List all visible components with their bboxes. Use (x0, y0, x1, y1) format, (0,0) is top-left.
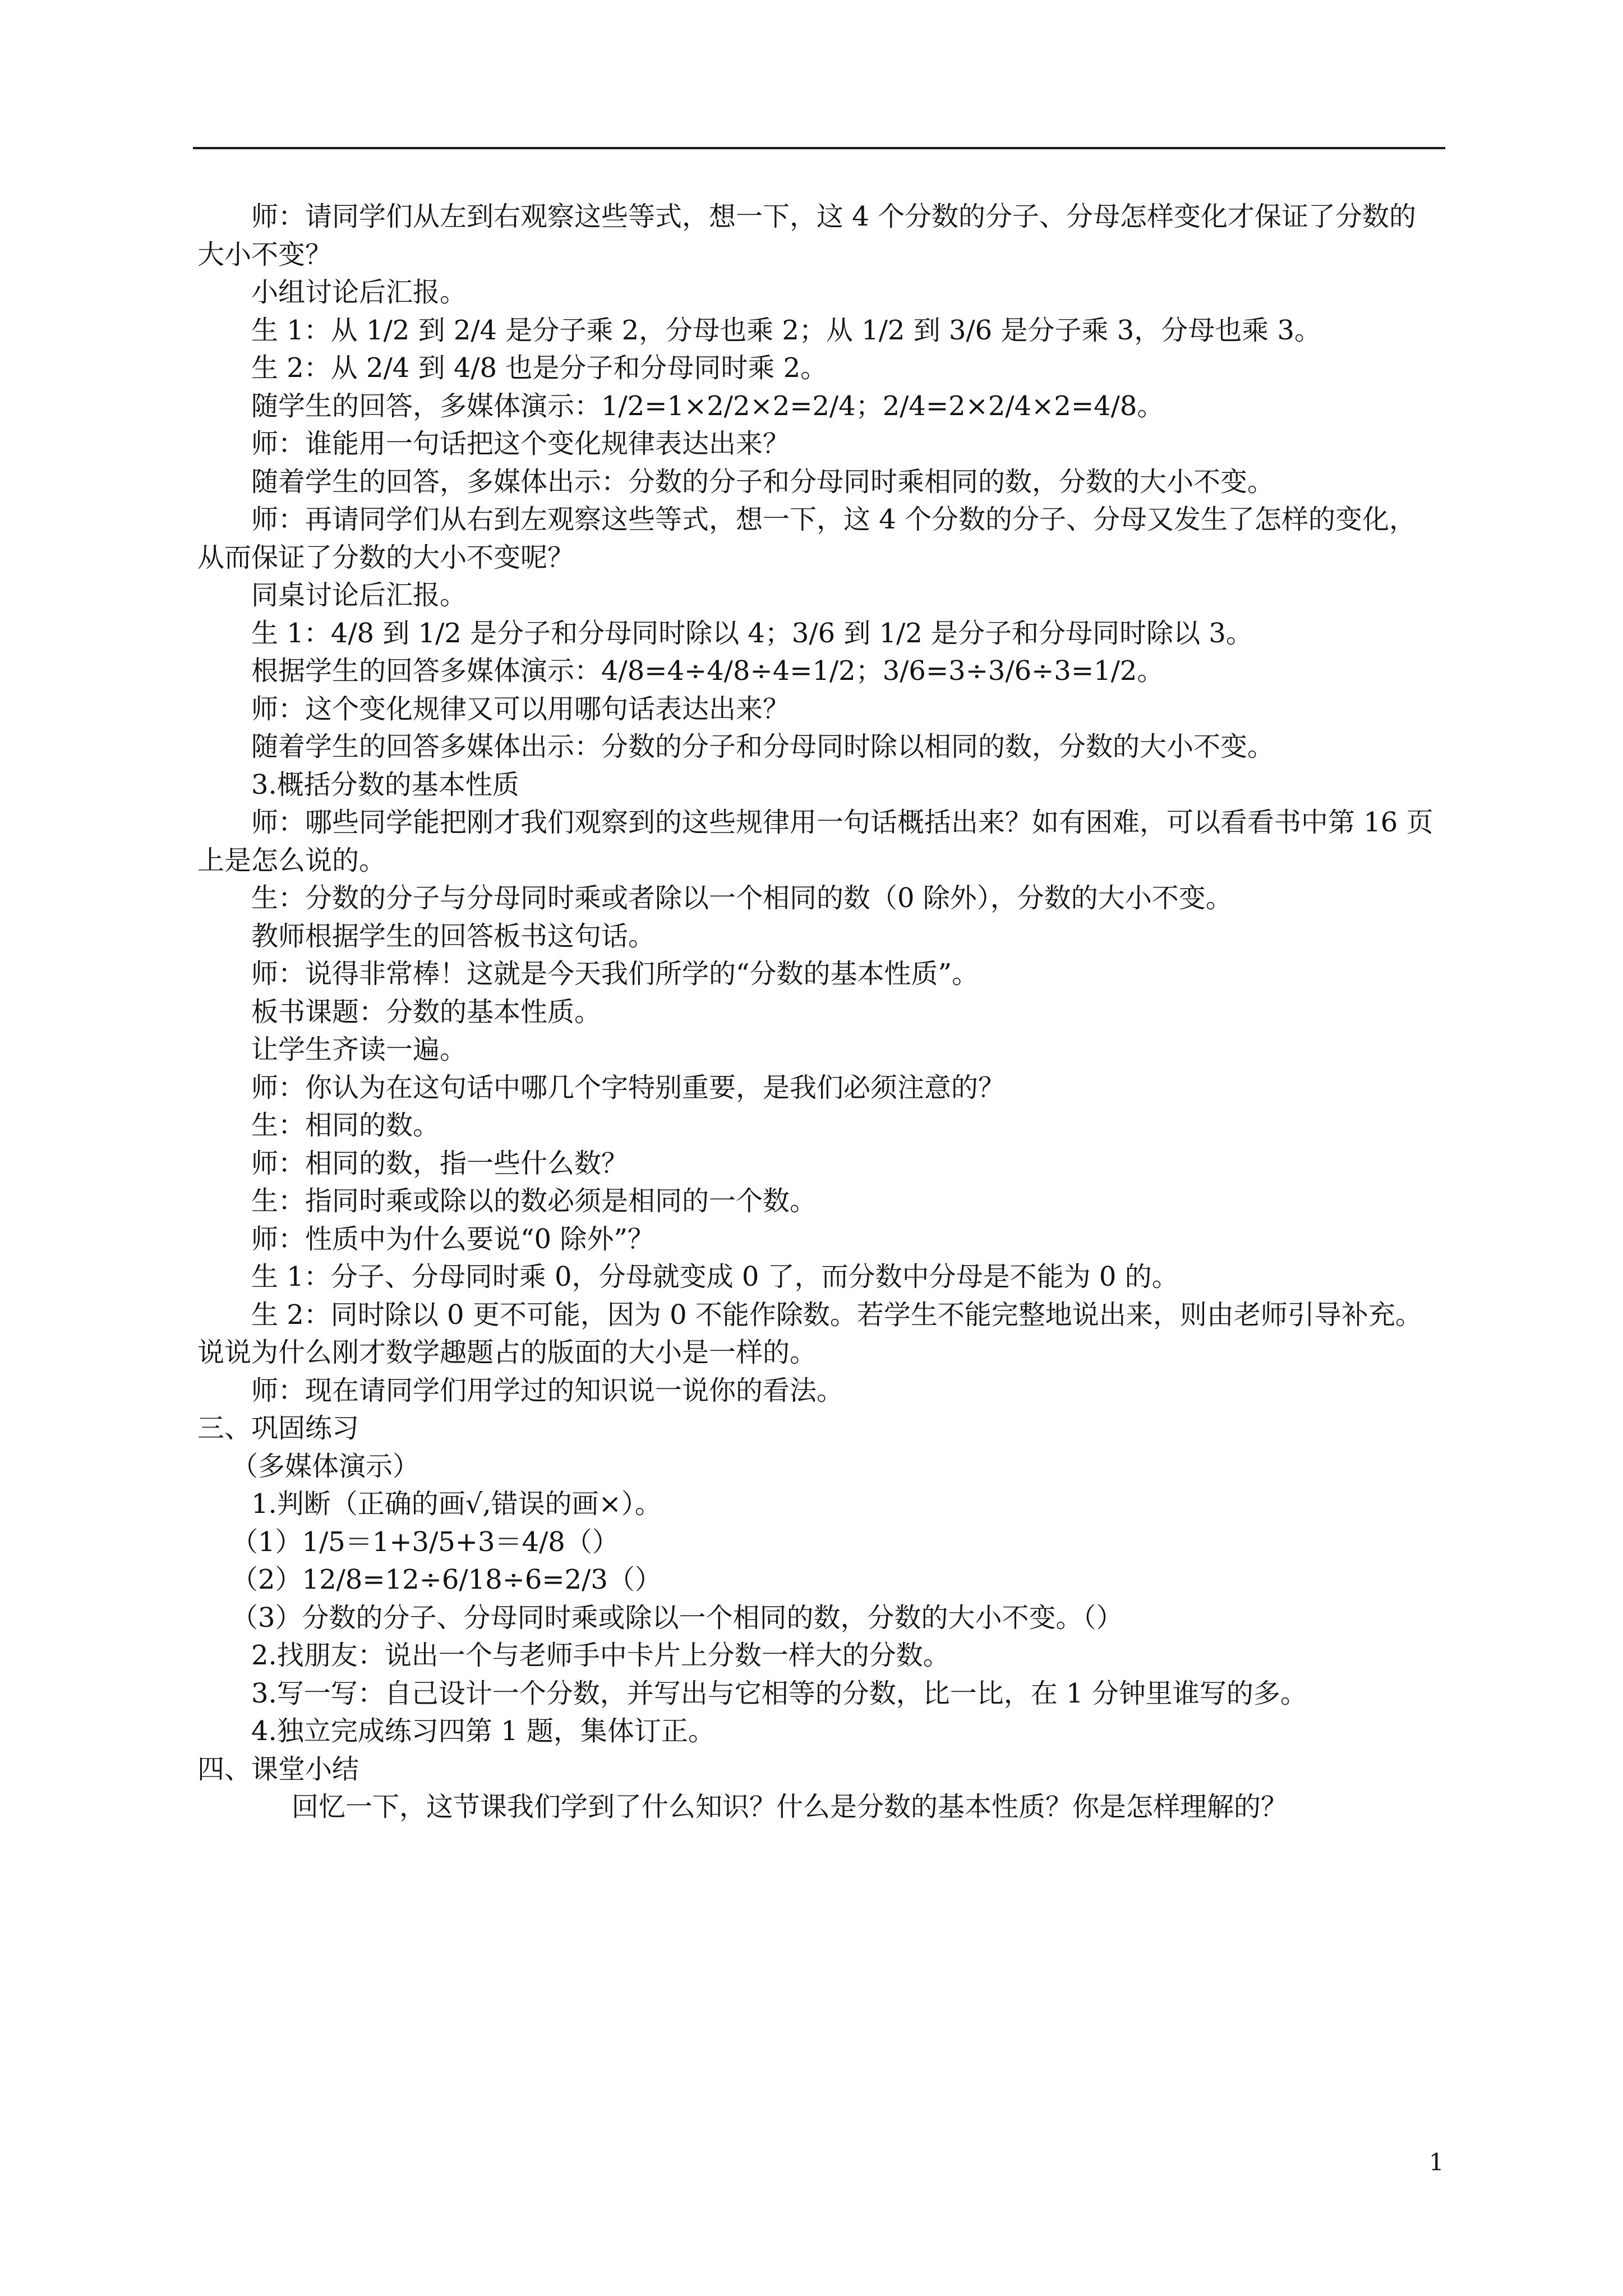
paragraph: 根据学生的回答多媒体演示：4/8=4÷4/8÷4=1/2；3/6=3÷3/6÷3=1/2。 (251, 655, 1164, 687)
paragraph: 四、课堂小结 (197, 1753, 359, 1785)
paragraph: 三、巩固练习 (197, 1412, 359, 1444)
paragraph: （1）1/5＝1+3/5+3＝4/8（） (231, 1526, 619, 1558)
paragraph: 师：说得非常棒！这就是今天我们所学的“分数的基本性质”。 (251, 958, 979, 990)
paragraph: 生 1：分子、分母同时乘 0，分母就变成 0 了，而分数中分母是不能为 0 的。 (251, 1261, 1179, 1292)
paragraph: 回忆一下，这节课我们学到了什么知识？什么是分数的基本性质？你是怎样理解的？ (292, 1791, 1288, 1823)
paragraph: （3）分数的分子、分母同时乘或除以一个相同的数，分数的大小不变。（） (231, 1602, 1123, 1634)
document-body (197, 198, 1442, 1826)
paragraph: 生 1：4/8 到 1/2 是分子和分母同时除以 4；3/6 到 1/2 是分子和分母同时除以 3。 (251, 617, 1253, 649)
paragraph: 同桌讨论后汇报。 (251, 579, 467, 611)
paragraph: 3.写一写：自己设计一个分数，并写出与它相等的分数，比一比，在 1 分钟里谁写的多。 (251, 1677, 1307, 1709)
paragraph: 让学生齐读一遍。 (251, 1034, 467, 1065)
paragraph: 生：相同的数。 (251, 1110, 440, 1141)
paragraph: 师：相同的数，指一些什么数？ (251, 1147, 629, 1179)
paragraph: 随着学生的回答多媒体出示：分数的分子和分母同时除以相同的数，分数的大小不变。 (251, 731, 1275, 762)
page-number: 1 (1429, 2148, 1444, 2176)
paragraph: 板书课题：分数的基本性质。 (251, 996, 602, 1028)
paragraph: 生 2：从 2/4 到 4/8 也是分子和分母同时乘 2。 (251, 352, 828, 384)
paragraph: 师：现在请同学们用学过的知识说一说你的看法。 (251, 1374, 844, 1406)
paragraph: 1.判断（正确的画√,错误的画×）。 (251, 1488, 662, 1520)
paragraph: 生 1：从 1/2 到 2/4 是分子乘 2，分母也乘 2；从 1/2 到 3/6 是分子乘 3，分母也乘 3。 (251, 314, 1322, 346)
paragraph: 4.独立完成练习四第 1 题，集体订正。 (251, 1715, 715, 1747)
paragraph: 随着学生的回答，多媒体出示：分数的分子和分母同时乘相同的数，分数的大小不变。 (251, 466, 1275, 498)
paragraph: 师：谁能用一句话把这个变化规律表达出来？ (251, 428, 790, 459)
paragraph: 师：哪些同学能把刚才我们观察到的这些规律用一句话概括出来？如有困难，可以看看书中第 16 页上是怎么说的。 (197, 807, 1433, 876)
paragraph: 2.找朋友：说出一个与老师手中卡片上分数一样大的分数。 (251, 1640, 950, 1671)
paragraph: 师：你认为在这句话中哪几个字特别重要，是我们必须注意的？ (251, 1071, 1006, 1103)
paragraph: （2）12/8=12÷6/18÷6=2/3（） (231, 1564, 662, 1595)
paragraph: 3.概括分数的基本性质 (251, 769, 519, 800)
paragraph: 生：分数的分子与分母同时乘或者除以一个相同的数（0 除外），分数的大小不变。 (251, 882, 1233, 914)
paragraph: （多媒体演示） (231, 1450, 420, 1482)
paragraph: 师：请同学们从左到右观察这些等式，想一下，这 4 个分数的分子、分母怎样变化才保证了分数的大小不变？ (197, 201, 1417, 270)
paragraph: 师：性质中为什么要说“0 除外”？ (251, 1223, 654, 1255)
paragraph: 随学生的回答，多媒体演示：1/2=1×2/2×2=2/4；2/4=2×2/4×2=4/8。 (251, 390, 1164, 422)
header-rule (193, 147, 1445, 149)
paragraph: 教师根据学生的回答板书这句话。 (251, 920, 656, 952)
paragraph: 师：这个变化规律又可以用哪句话表达出来？ (251, 693, 790, 725)
paragraph: 小组讨论后汇报。 (251, 277, 467, 308)
paragraph: 生：指同时乘或除以的数必须是相同的一个数。 (251, 1185, 817, 1217)
paragraph: 师：再请同学们从右到左观察这些等式，想一下，这 4 个分数的分子、分母又发生了怎样的变化，从而保证了分数的大小不变呢？ (197, 504, 1417, 573)
paragraph: 生 2：同时除以 0 更不可能，因为 0 不能作除数。若学生不能完整地说出来，则由老师引导补充。说说为什么刚才数学趣题占的版面的大小是一样的。 (197, 1299, 1422, 1368)
